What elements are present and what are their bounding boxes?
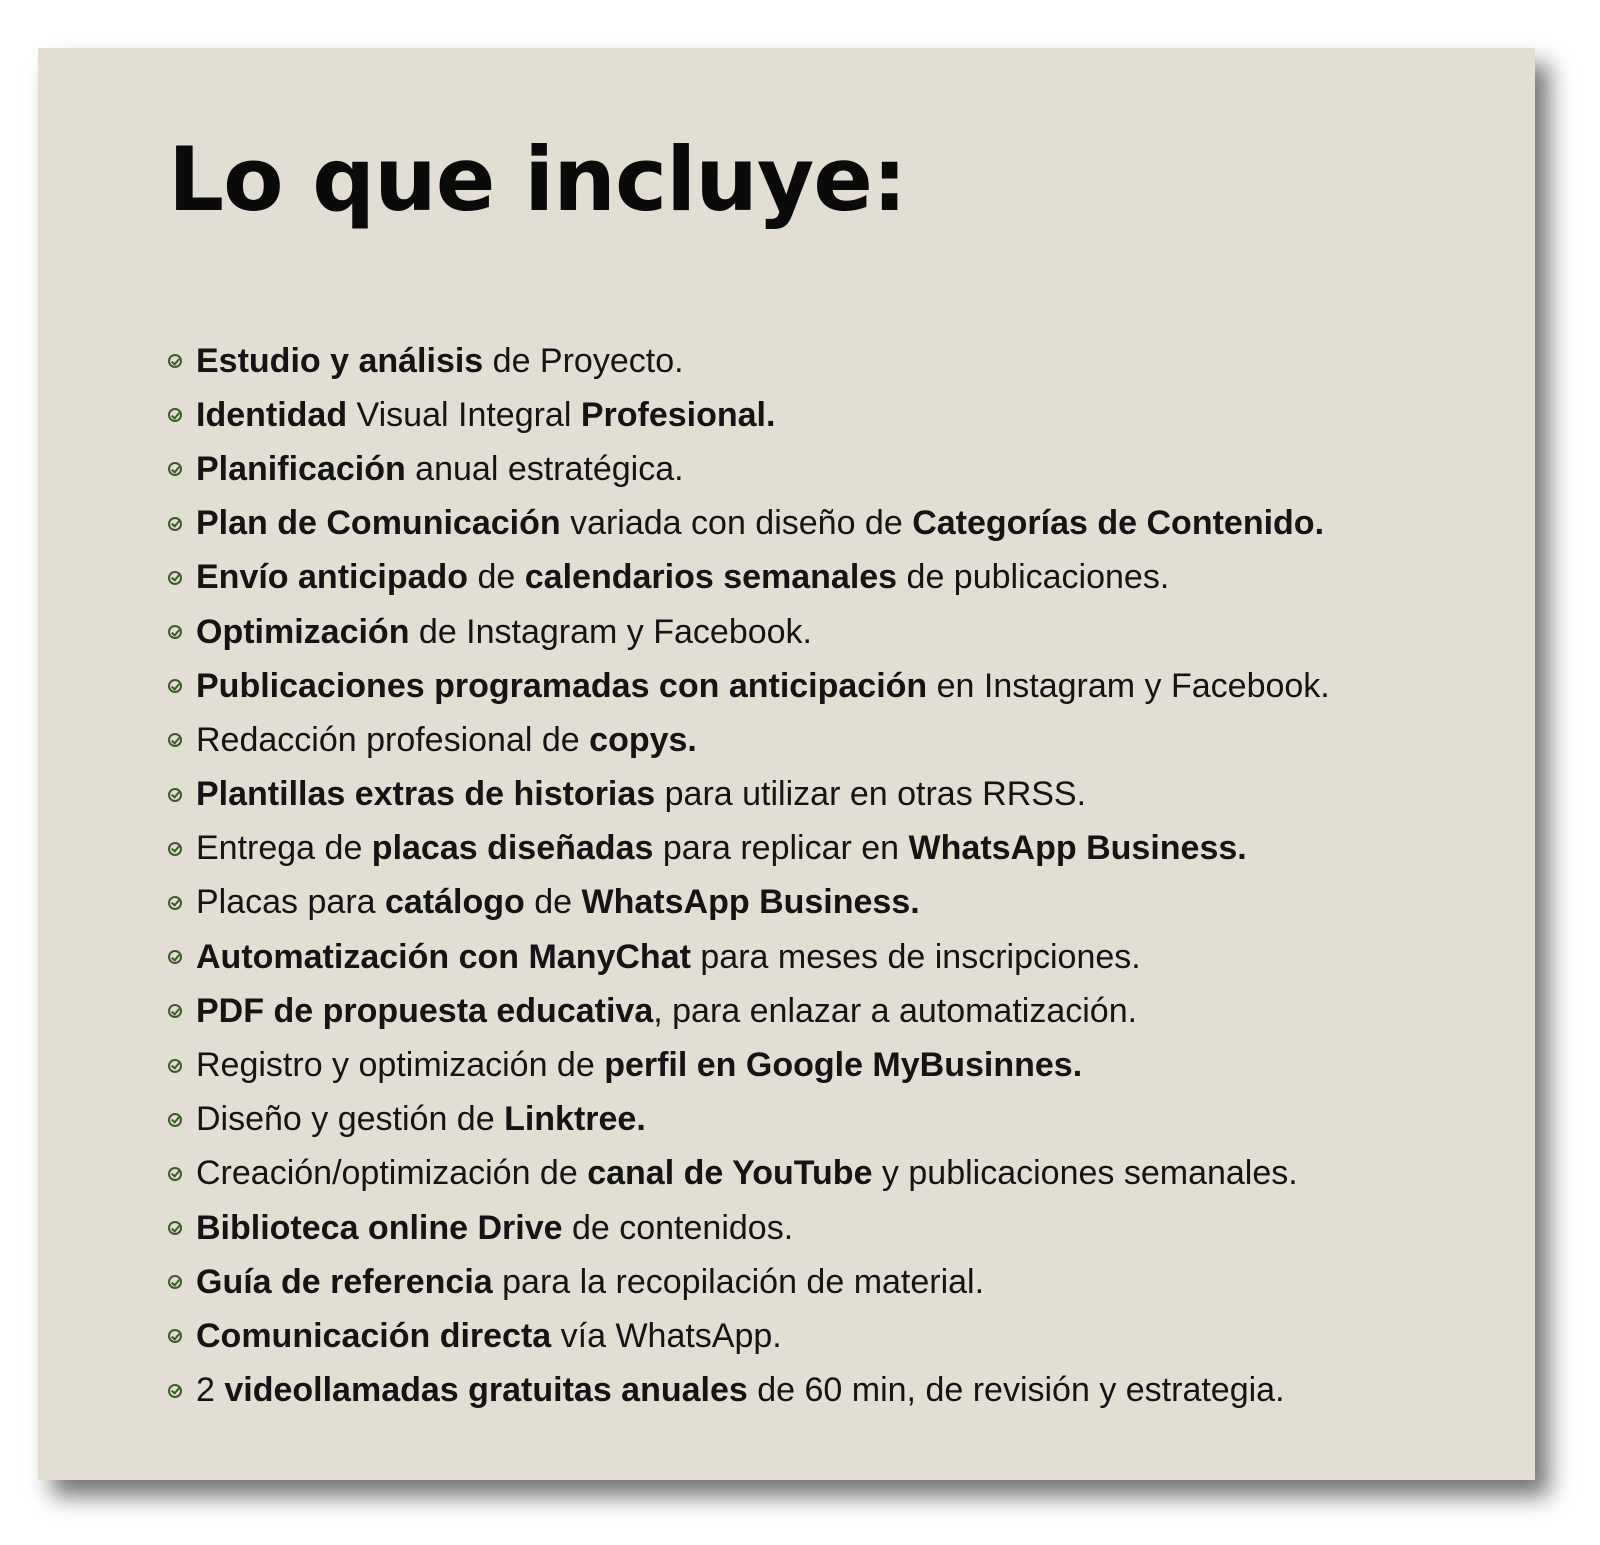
regular-text: Placas para	[196, 883, 385, 922]
regular-text: Visual Integral	[347, 395, 581, 434]
check-circle-icon	[168, 950, 182, 964]
list-item-text	[196, 1371, 1285, 1410]
list-item	[168, 1147, 1330, 1201]
list-item-text	[196, 1154, 1298, 1193]
bold-text: canal de YouTube	[587, 1154, 873, 1193]
regular-text: , para enlazar a automatización.	[653, 991, 1138, 1030]
bold-text: WhatsApp Business.	[908, 829, 1247, 868]
list-item-text	[196, 1317, 782, 1356]
bold-text: Envío anticipado	[196, 558, 469, 597]
regular-text: anual estratégica.	[405, 449, 684, 488]
check-circle-icon	[168, 1221, 182, 1235]
regular-text: de publicaciones.	[897, 558, 1170, 597]
list-item	[168, 713, 1330, 767]
check-circle-icon	[168, 842, 182, 856]
check-circle-icon	[168, 788, 182, 802]
list-item	[168, 822, 1330, 876]
list-item-text	[196, 396, 775, 435]
list-item	[168, 1038, 1330, 1092]
list-item-text	[196, 613, 812, 652]
regular-text: de	[524, 883, 582, 922]
check-circle-icon	[168, 1113, 182, 1127]
check-circle-icon	[168, 462, 182, 476]
bold-text: Guía de referencia	[196, 1262, 493, 1301]
list-item	[168, 1201, 1330, 1255]
list-item-text	[196, 342, 684, 381]
list-item-text	[196, 775, 1086, 814]
regular-text: Redacción profesional de	[196, 720, 590, 759]
list-item	[168, 984, 1330, 1038]
regular-text: Entrega de	[196, 829, 372, 868]
bold-text: Identidad	[196, 395, 348, 434]
regular-text: de	[468, 558, 525, 597]
page-title: Lo que incluye:	[168, 128, 907, 231]
regular-text: para utilizar en otras RRSS.	[655, 775, 1087, 814]
regular-text: variada con diseño de	[560, 504, 913, 543]
list-item	[168, 497, 1330, 551]
regular-text: para replicar en	[653, 829, 909, 868]
bold-text: calendarios semanales	[524, 558, 898, 597]
list-item-text	[196, 829, 1247, 868]
list-item	[168, 659, 1330, 713]
list-item	[168, 876, 1330, 930]
list-item	[168, 1093, 1330, 1147]
bold-text: PDF de propuesta educativa	[196, 991, 654, 1030]
bold-text: Plantillas extras de historias	[196, 775, 656, 814]
list-item	[168, 768, 1330, 822]
list-item	[168, 442, 1330, 496]
check-circle-icon	[168, 625, 182, 639]
list-item	[168, 930, 1330, 984]
regular-text: Registro y optimización de	[196, 1046, 605, 1085]
list-item-text	[196, 1046, 1082, 1085]
regular-text: de 60 min, de revisión y estrategia.	[747, 1371, 1285, 1410]
check-circle-icon	[168, 1275, 182, 1289]
bold-text: WhatsApp Business.	[581, 883, 920, 922]
check-circle-icon	[168, 408, 182, 422]
bold-text: Profesional.	[580, 395, 776, 434]
regular-text: y publicaciones semanales.	[872, 1154, 1298, 1193]
includes-card	[38, 48, 1535, 1480]
list-item	[168, 388, 1330, 442]
bold-text: copys.	[589, 720, 697, 759]
list-item	[168, 605, 1330, 659]
list-item	[168, 334, 1330, 388]
list-item-text	[196, 667, 1330, 706]
list-item-text	[196, 992, 1137, 1031]
bold-text: Plan de Comunicación	[196, 504, 561, 543]
check-circle-icon	[168, 571, 182, 585]
check-circle-icon	[168, 1329, 182, 1343]
list-item-text	[196, 504, 1324, 543]
regular-text: Creación/optimización de	[196, 1154, 588, 1193]
regular-text: de Proyecto.	[483, 341, 684, 380]
bold-text: Publicaciones programadas con anticipación	[196, 666, 928, 705]
bold-text: Categorías de Contenido.	[912, 504, 1325, 543]
list-item	[168, 1309, 1330, 1363]
bold-text: Biblioteca online Drive	[196, 1208, 563, 1247]
check-circle-icon	[168, 517, 182, 531]
check-circle-icon	[168, 1004, 182, 1018]
regular-text: para meses de inscripciones.	[690, 937, 1141, 976]
bold-text: placas diseñadas	[371, 829, 654, 868]
regular-text: vía WhatsApp.	[551, 1316, 782, 1355]
list-item-text	[196, 1100, 646, 1139]
list-item	[168, 551, 1330, 605]
list-item	[168, 1364, 1330, 1418]
bold-text: videollamadas gratuitas anuales	[224, 1371, 748, 1410]
list-item-text	[196, 883, 920, 922]
bold-text: Estudio y análisis	[196, 341, 484, 380]
check-circle-icon	[168, 1167, 182, 1181]
list-item-text	[196, 558, 1169, 597]
list-item-text	[196, 938, 1141, 977]
regular-text: Diseño y gestión de	[196, 1100, 505, 1139]
check-circle-icon	[168, 733, 182, 747]
bold-text: Linktree.	[504, 1100, 646, 1139]
list-item-text	[196, 450, 684, 489]
check-circle-icon	[168, 354, 182, 368]
check-circle-icon	[168, 679, 182, 693]
list-item	[168, 1255, 1330, 1309]
regular-text: de contenidos.	[562, 1208, 794, 1247]
list-item-text	[196, 1263, 984, 1302]
bold-text: Planificación	[196, 449, 406, 488]
check-circle-icon	[168, 1384, 182, 1398]
regular-text: de Instagram y Facebook.	[409, 612, 813, 651]
list-item-text	[196, 1209, 793, 1248]
list-item-text	[196, 721, 697, 760]
bold-text: perfil en Google MyBusinnes.	[604, 1046, 1083, 1085]
check-circle-icon	[168, 896, 182, 910]
check-circle-icon	[168, 1059, 182, 1073]
bold-text: Optimización	[196, 612, 410, 651]
regular-text: para la recopilación de material.	[492, 1262, 985, 1301]
bold-text: Automatización con ManyChat	[196, 937, 691, 976]
regular-text: 2	[196, 1371, 225, 1410]
includes-list	[168, 334, 1330, 1418]
bold-text: Comunicación directa	[196, 1316, 552, 1355]
regular-text: en Instagram y Facebook.	[927, 666, 1330, 705]
bold-text: catálogo	[385, 883, 525, 922]
